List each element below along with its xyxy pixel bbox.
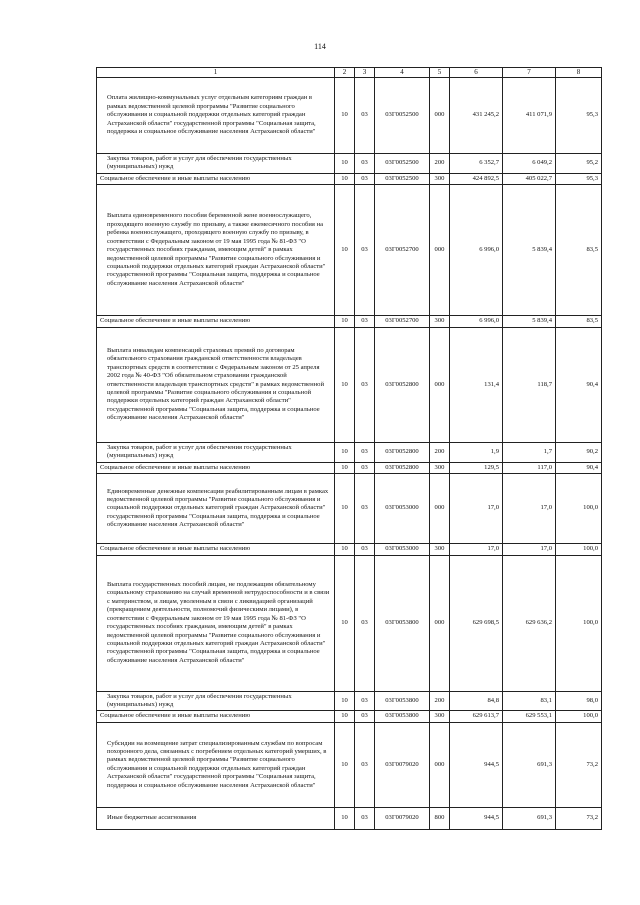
expense-type-code: 300 <box>430 173 450 184</box>
execution-percent: 90,2 <box>556 442 602 462</box>
section-code: 10 <box>335 327 355 442</box>
executed-amount: 405 022,7 <box>503 173 556 184</box>
subsection-code: 03 <box>355 77 375 153</box>
row-description: Социальное обеспечение и иные выплаты населению <box>97 544 335 555</box>
planned-amount: 944,5 <box>450 722 503 807</box>
column-header: 6 <box>450 68 503 78</box>
executed-amount: 117,0 <box>503 462 556 473</box>
executed-amount: 629 636,2 <box>503 555 556 691</box>
planned-amount: 129,5 <box>450 462 503 473</box>
section-code: 10 <box>335 316 355 327</box>
table-row <box>97 722 602 807</box>
planned-amount: 17,0 <box>450 544 503 555</box>
executed-amount: 5 839,4 <box>503 185 556 316</box>
row-description: Социальное обеспечение и иные выплаты населению <box>97 173 335 184</box>
subsection-code: 03 <box>355 711 375 722</box>
executed-amount: 691,3 <box>503 722 556 807</box>
target-item-code: 03Г0079020 <box>375 807 430 829</box>
column-header: 4 <box>375 68 430 78</box>
execution-percent: 98,0 <box>556 691 602 711</box>
page-number: 114 <box>314 42 326 51</box>
executed-amount: 411 071,9 <box>503 77 556 153</box>
table-row <box>97 442 602 462</box>
executed-amount: 17,0 <box>503 544 556 555</box>
execution-percent: 100,0 <box>556 474 602 544</box>
section-code: 10 <box>335 77 355 153</box>
expense-type-code: 000 <box>430 327 450 442</box>
execution-percent: 83,5 <box>556 185 602 316</box>
subsection-code: 03 <box>355 327 375 442</box>
target-item-code: 03Г0052800 <box>375 442 430 462</box>
expense-type-code: 000 <box>430 77 450 153</box>
expense-type-code: 000 <box>430 555 450 691</box>
target-item-code: 03Г0052800 <box>375 327 430 442</box>
section-code: 10 <box>335 555 355 691</box>
executed-amount: 6 049,2 <box>503 153 556 173</box>
execution-percent: 100,0 <box>556 711 602 722</box>
row-description: Социальное обеспечение и иные выплаты населению <box>97 711 335 722</box>
target-item-code: 03Г0053000 <box>375 544 430 555</box>
table-row <box>97 711 602 722</box>
subsection-code: 03 <box>355 544 375 555</box>
row-description: Закупка товаров, работ и услуг для обеспечения государственных (муниципальных) нужд <box>97 153 335 173</box>
column-header: 7 <box>503 68 556 78</box>
section-code: 10 <box>335 185 355 316</box>
table-row <box>97 462 602 473</box>
execution-percent: 100,0 <box>556 555 602 691</box>
execution-percent: 95,3 <box>556 77 602 153</box>
subsection-code: 03 <box>355 722 375 807</box>
table-row <box>97 691 602 711</box>
planned-amount: 131,4 <box>450 327 503 442</box>
planned-amount: 6 996,0 <box>450 185 503 316</box>
target-item-code: 03Г0053800 <box>375 555 430 691</box>
row-description: Выплата инвалидам компенсаций страховых премий по договорам обязательного страхования гражданской ответственности владельцев транспортных средств в соответствии с Федеральным законом от 25 апреля 2002 года № 40-ФЗ "Об обязательном страховании гражданской ответственности владельцев транспортных средств" в рамках ведомственной целевой программы "Развитие социального обслуживания и социальной поддержки отдельных категорий граждан Астраханской области" государственной программы "Социальная защита, поддержка и социальное обслуживание населения Астраханской области" <box>97 327 335 442</box>
column-header: 8 <box>556 68 602 78</box>
expense-type-code: 300 <box>430 462 450 473</box>
planned-amount: 84,8 <box>450 691 503 711</box>
target-item-code: 03Г0052500 <box>375 173 430 184</box>
planned-amount: 629 613,7 <box>450 711 503 722</box>
expense-type-code: 200 <box>430 153 450 173</box>
section-code: 10 <box>335 722 355 807</box>
expense-type-code: 800 <box>430 807 450 829</box>
subsection-code: 03 <box>355 555 375 691</box>
planned-amount: 6 996,0 <box>450 316 503 327</box>
section-code: 10 <box>335 807 355 829</box>
execution-percent: 73,2 <box>556 807 602 829</box>
target-item-code: 03Г0052700 <box>375 185 430 316</box>
budget-table <box>96 67 602 830</box>
executed-amount: 5 839,4 <box>503 316 556 327</box>
section-code: 10 <box>335 474 355 544</box>
section-code: 10 <box>335 442 355 462</box>
expense-type-code: 300 <box>430 316 450 327</box>
table-row <box>97 327 602 442</box>
executed-amount: 691,3 <box>503 807 556 829</box>
target-item-code: 03Г0053000 <box>375 474 430 544</box>
executed-amount: 1,7 <box>503 442 556 462</box>
row-description: Выплата единовременного пособия беременной жене военнослужащего, проходящего военную службу по призыву, а также ежемесячного пособия на ребенка военнослужащего, проходящего военную службу по призыву, в соответствии с Федеральным законом от 19 мая 1995 года № 81-ФЗ "О государственных пособиях гражданам, имеющим детей" в рамках ведомственной целевой программы "Развитие социального обслуживания и социальной поддержки отдельных категорий граждан Астраханской области" государственной программы "Социальная защита, поддержка и социальное обслуживание населения Астраханской области" <box>97 185 335 316</box>
target-item-code: 03Г0052800 <box>375 462 430 473</box>
subsection-code: 03 <box>355 173 375 184</box>
row-description: Оплата жилищно-коммунальных услуг отдельным категориям граждан в рамках ведомственной целевой программы "Развитие социального обслуживания и социальной поддержки отдельных категорий граждан Астраханской области" государственной программы "Социальная защита, поддержка и социальное обслуживание населения Астраханской области" <box>97 77 335 153</box>
subsection-code: 03 <box>355 153 375 173</box>
expense-type-code: 000 <box>430 474 450 544</box>
table-row <box>97 544 602 555</box>
row-description: Выплата государственных пособий лицам, не подлежащим обязательному социальному страхованию на случай временной нетрудоспособности и в связи с материнством, и лицам, уволенным в связи с ликвидацией организаций (прекращением деятельности, полномочий физическими лицами), в соответствии с Федеральным законом от 19 мая 1995 года № 81-ФЗ "О государственных пособиях гражданам, имеющим детей" в рамках ведомственной целевой программы "Развитие социального обслуживания и социальной поддержки отдельных категорий граждан Астраханской области" государственной программы "Социальная защита, поддержка и социальное обслуживание населения Астраханской области" <box>97 555 335 691</box>
column-header: 2 <box>335 68 355 78</box>
expense-type-code: 200 <box>430 691 450 711</box>
execution-percent: 90,4 <box>556 327 602 442</box>
planned-amount: 6 352,7 <box>450 153 503 173</box>
column-header: 1 <box>97 68 335 78</box>
expense-type-code: 200 <box>430 442 450 462</box>
target-item-code: 03Г0053800 <box>375 691 430 711</box>
planned-amount: 1,9 <box>450 442 503 462</box>
table-row <box>97 77 602 153</box>
execution-percent: 83,5 <box>556 316 602 327</box>
executed-amount: 83,1 <box>503 691 556 711</box>
subsection-code: 03 <box>355 462 375 473</box>
execution-percent: 90,4 <box>556 462 602 473</box>
subsection-code: 03 <box>355 807 375 829</box>
table-row <box>97 474 602 544</box>
row-description: Социальное обеспечение и иные выплаты населению <box>97 316 335 327</box>
executed-amount: 118,7 <box>503 327 556 442</box>
column-header: 5 <box>430 68 450 78</box>
target-item-code: 03Г0052500 <box>375 153 430 173</box>
section-code: 10 <box>335 691 355 711</box>
planned-amount: 431 245,2 <box>450 77 503 153</box>
subsection-code: 03 <box>355 691 375 711</box>
table-row <box>97 153 602 173</box>
planned-amount: 629 698,5 <box>450 555 503 691</box>
section-code: 10 <box>335 153 355 173</box>
subsection-code: 03 <box>355 316 375 327</box>
executed-amount: 629 553,1 <box>503 711 556 722</box>
row-description: Закупка товаров, работ и услуг для обеспечения государственных (муниципальных) нужд <box>97 442 335 462</box>
target-item-code: 03Г0052700 <box>375 316 430 327</box>
expense-type-code: 000 <box>430 722 450 807</box>
table-header-row <box>97 68 602 78</box>
section-code: 10 <box>335 462 355 473</box>
target-item-code: 03Г0053800 <box>375 711 430 722</box>
expense-type-code: 000 <box>430 185 450 316</box>
table-row <box>97 316 602 327</box>
table-row <box>97 185 602 316</box>
executed-amount: 17,0 <box>503 474 556 544</box>
table-row <box>97 807 602 829</box>
execution-percent: 100,0 <box>556 544 602 555</box>
planned-amount: 424 892,5 <box>450 173 503 184</box>
section-code: 10 <box>335 544 355 555</box>
subsection-code: 03 <box>355 185 375 316</box>
expense-type-code: 300 <box>430 711 450 722</box>
target-item-code: 03Г0052500 <box>375 77 430 153</box>
row-description: Социальное обеспечение и иные выплаты населению <box>97 462 335 473</box>
table-row <box>97 173 602 184</box>
planned-amount: 17,0 <box>450 474 503 544</box>
execution-percent: 95,3 <box>556 173 602 184</box>
table-row <box>97 555 602 691</box>
section-code: 10 <box>335 711 355 722</box>
row-description: Иные бюджетные ассигнования <box>97 807 335 829</box>
execution-percent: 73,2 <box>556 722 602 807</box>
row-description: Субсидии на возмещение затрат специализированным службам по вопросам похоронного дела, связанных с погребением отдельных категорий умерших, в рамках ведомственной целевой программы "Развитие социального обслуживания и социальной поддержки отдельных категорий граждан Астраханской области" государственной программы "Социальная защита, поддержка и социальное обслуживание населения Астраханской области" <box>97 722 335 807</box>
subsection-code: 03 <box>355 442 375 462</box>
execution-percent: 95,2 <box>556 153 602 173</box>
subsection-code: 03 <box>355 474 375 544</box>
row-description: Закупка товаров, работ и услуг для обеспечения государственных (муниципальных) нужд <box>97 691 335 711</box>
planned-amount: 944,5 <box>450 807 503 829</box>
target-item-code: 03Г0079020 <box>375 722 430 807</box>
expense-type-code: 300 <box>430 544 450 555</box>
row-description: Единовременные денежные компенсации реабилитированным лицам в рамках ведомственной целевой программы "Развитие социального обслуживания и социальной поддержки отдельных категорий граждан Астраханской области" государственной программы "Социальная защита, поддержка и социальное обслуживание населения Астраханской области" <box>97 474 335 544</box>
section-code: 10 <box>335 173 355 184</box>
column-header: 3 <box>355 68 375 78</box>
